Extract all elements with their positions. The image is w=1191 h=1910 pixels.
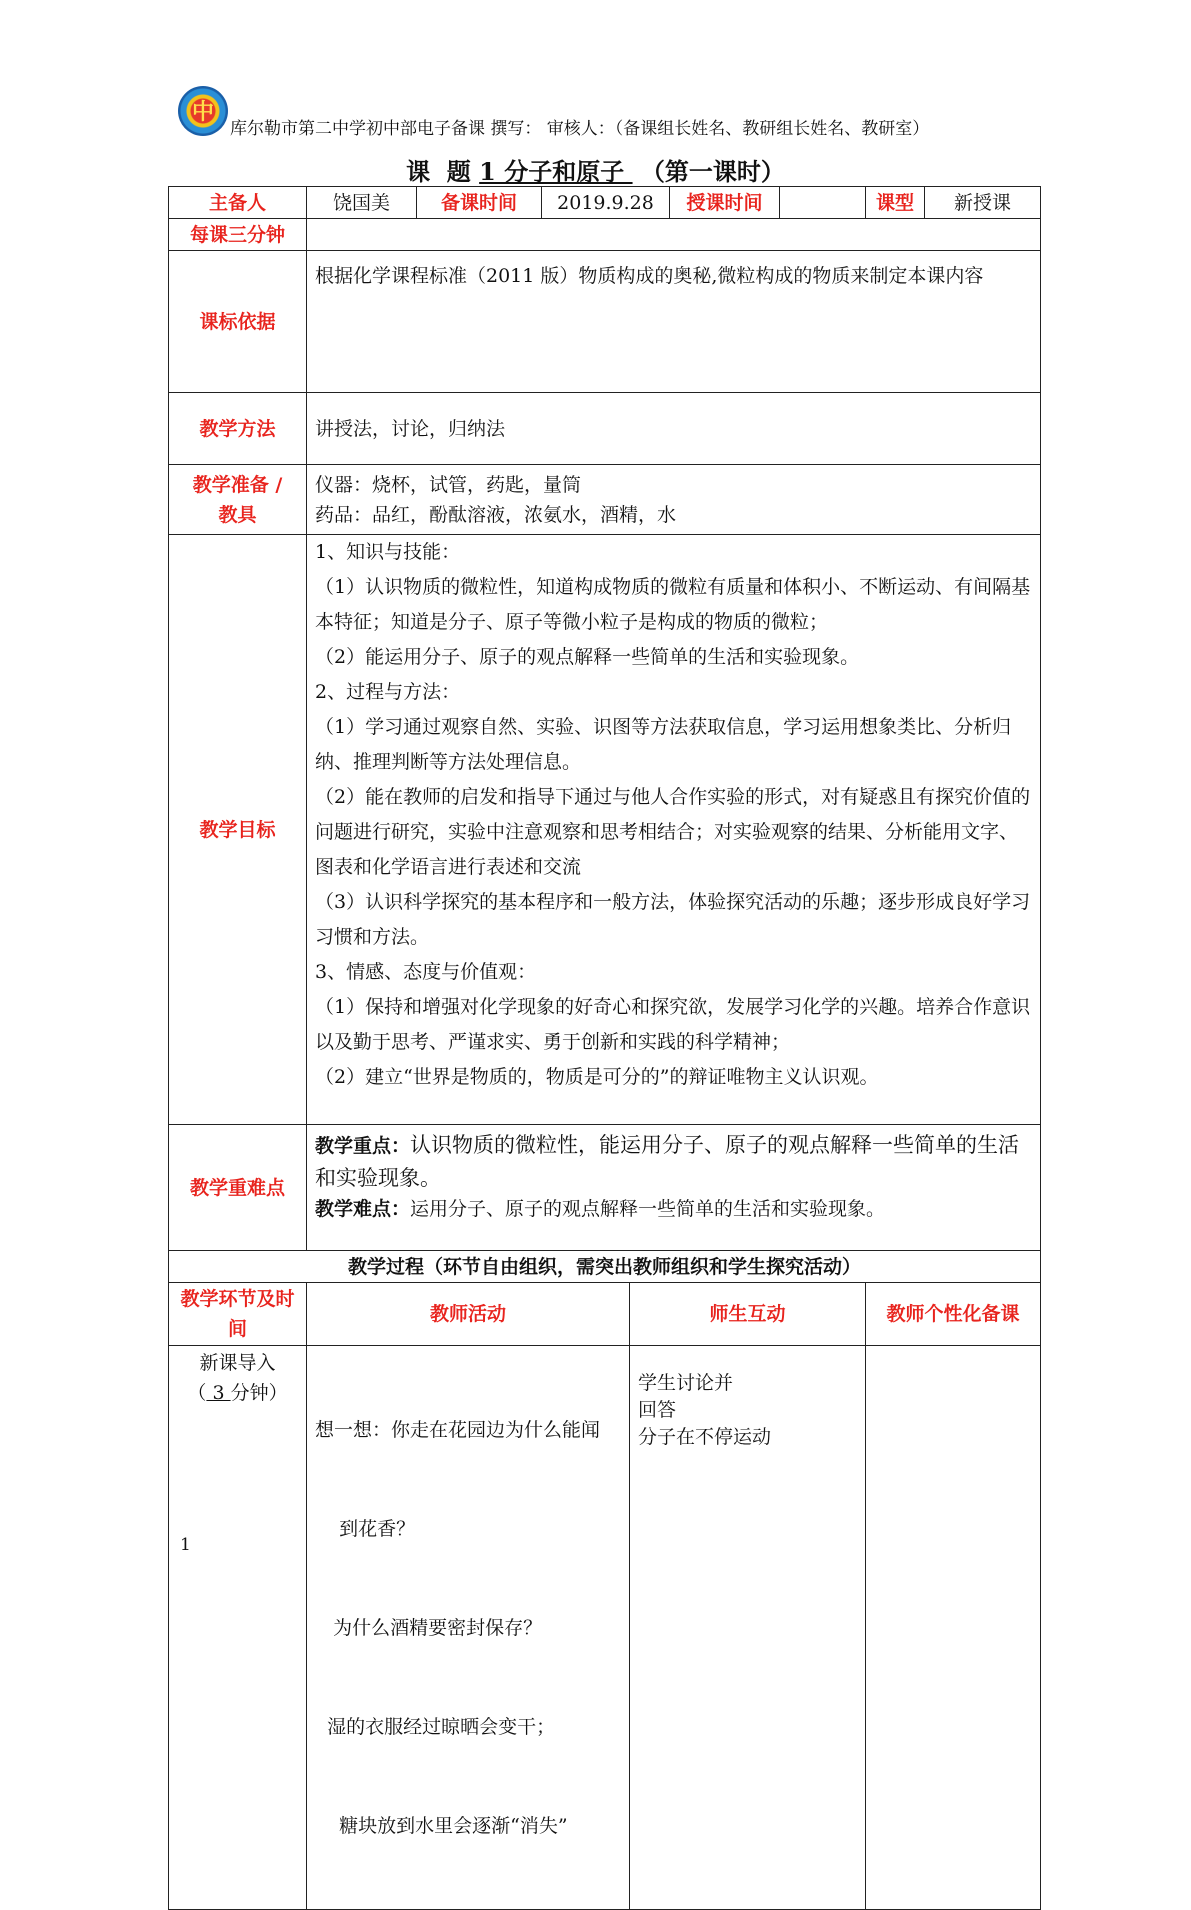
difficulty-text: 运用分子、原子的观点解释一些简单的生活和实验现象。	[410, 1198, 886, 1220]
interaction-line: 分子在不停运动	[638, 1426, 772, 1448]
goal-line: （2）能运用分子、原子的观点解释一些简单的生活和实验现象。	[315, 646, 860, 668]
goals-row	[169, 535, 1041, 1125]
goal-line: （3）认识科学探究的基本程序和一般方法，体验探究活动的乐趣；逐步形成良好学习习惯和方法。	[315, 891, 1031, 948]
goal-line: （2）建立“世界是物质的，物质是可分的”的辩证唯物主义认识观。	[315, 1066, 879, 1088]
interaction-line: 回答	[638, 1399, 677, 1421]
lesson-title	[0, 152, 1191, 187]
process-teacher-cell	[307, 1346, 630, 1910]
process-header-row	[169, 1283, 1041, 1346]
school-logo	[178, 86, 228, 136]
focus-line	[315, 1129, 1032, 1194]
difficulty-line	[315, 1194, 1032, 1224]
three-minute-label: 每课三分钟	[169, 219, 307, 251]
title-topic: 1 分子和原子	[479, 157, 633, 186]
goal-line: （1）学习通过观察自然、实验、识图等方法获取信息，学习运用想象类比、分析归纳、推理判断等方法处理信息。	[315, 716, 1012, 773]
teacher-activity-line: 想一想：你走在花园边为什么能闻	[315, 1419, 601, 1441]
process-row	[169, 1346, 1041, 1910]
goal-line: 3、情感、态度与价值观：	[315, 961, 537, 983]
method-row	[169, 393, 1041, 465]
page-number: 1	[180, 1535, 191, 1555]
teacher-activity-line: 到花香？	[315, 1518, 416, 1540]
prep-instruments: 仪器：烧杯，试管，药匙，量筒	[315, 473, 582, 496]
prep-time-label: 备课时间	[417, 187, 542, 219]
lead-value: 饶国美	[307, 187, 417, 219]
method-label: 教学方法	[169, 393, 307, 465]
process-time-prefix: （	[187, 1382, 207, 1404]
teacher-activity-line: 湿的衣服经过晾晒会变干；	[315, 1716, 556, 1738]
process-interaction-cell	[630, 1346, 866, 1910]
prep-label-line2: 教具	[218, 503, 257, 526]
process-heading-row	[169, 1251, 1041, 1283]
process-stage: 新课导入	[199, 1352, 276, 1374]
key-points-label: 教学重难点	[169, 1125, 307, 1251]
process-personal-cell	[866, 1346, 1041, 1910]
process-col-teacher: 教师活动	[307, 1283, 630, 1346]
standard-text: 根据化学课程标准（2011 版）物质构成的奥秘,微粒构成的物质来制定本课内容	[307, 251, 1041, 393]
three-minute-value	[307, 219, 1041, 251]
difficulty-label: 教学难点：	[315, 1198, 411, 1220]
teach-time-value	[780, 187, 866, 219]
prep-content	[307, 465, 1041, 535]
process-time	[177, 1378, 298, 1408]
prep-label-line1: 教学准备 /	[192, 473, 283, 496]
title-suffix: （第一课时）	[632, 157, 785, 186]
goal-line: （1）认识物质的微粒性，知道构成物质的微粒有质量和体积小、不断运动、有间隔基本特征；知道是分子、原子等微小粒子是构成的物质的微粒；	[315, 576, 1031, 633]
process-heading: 教学过程（环节自由组织，需突出教师组织和学生探究活动）	[169, 1251, 1041, 1283]
goals-label: 教学目标	[169, 535, 307, 1125]
process-col-personal: 教师个性化备课	[866, 1283, 1041, 1346]
info-row	[169, 187, 1041, 219]
process-col-interaction: 师生互动	[630, 1283, 866, 1346]
method-text: 讲授法，讨论，归纳法	[307, 393, 1041, 465]
goals-content	[307, 535, 1041, 1125]
page-header	[178, 86, 1078, 140]
standard-row	[169, 251, 1041, 393]
interaction-line: 学生讨论并	[638, 1372, 734, 1394]
prep-row	[169, 465, 1041, 535]
school-logo-char: 中	[191, 100, 214, 125]
lesson-type-label: 课型	[866, 187, 925, 219]
teacher-activity-line: 糖块放到水里会逐渐“消失”	[315, 1815, 568, 1837]
process-stage-cell	[169, 1346, 307, 1910]
title-prefix: 课 题	[406, 157, 480, 186]
goal-line: 2、过程与方法：	[315, 681, 461, 703]
prep-label	[169, 465, 307, 535]
three-minute-row	[169, 219, 1041, 251]
goal-line: 1、知识与技能：	[315, 541, 461, 563]
header-text: 库尔勒市第二中学初中部电子备课 撰写： 审核人：（备课组长姓名、教研组长姓名、教研室）	[230, 119, 930, 139]
process-time-value: 3	[206, 1382, 231, 1404]
process-col-stage: 教学环节及时间	[169, 1283, 307, 1346]
lead-label: 主备人	[169, 187, 307, 219]
lesson-type-value: 新授课	[925, 187, 1041, 219]
standard-label: 课标依据	[169, 251, 307, 393]
teacher-activity-line: 为什么酒精要密封保存？	[315, 1617, 543, 1639]
teach-time-label: 授课时间	[670, 187, 780, 219]
key-points-content	[307, 1125, 1041, 1251]
focus-label: 教学重点：	[315, 1135, 411, 1157]
focus-text: 认识物质的微粒性，能运用分子、原子的观点解释一些简单的生活和实验现象。	[315, 1133, 1020, 1190]
prep-time-value: 2019.9.28	[542, 187, 670, 219]
goal-line: （2）能在教师的启发和指导下通过与他人合作实验的形式，对有疑惑且有探究价值的问题进行研究，实验中注意观察和思考相结合；对实验观察的结果、分析能用文字、图表和化学语言进行表述和交流	[315, 786, 1031, 878]
key-points-row	[169, 1125, 1041, 1251]
process-time-suffix: 分钟）	[230, 1382, 288, 1404]
prep-reagents: 药品：品红，酚酞溶液，浓氨水，酒精，水	[315, 503, 677, 526]
lesson-plan-table	[168, 186, 1041, 1910]
goal-line: （1）保持和增强对化学现象的好奇心和探究欲，发展学习化学的兴趣。培养合作意识以及勤于思考、严谨求实、勇于创新和实践的科学精神；	[315, 996, 1031, 1053]
